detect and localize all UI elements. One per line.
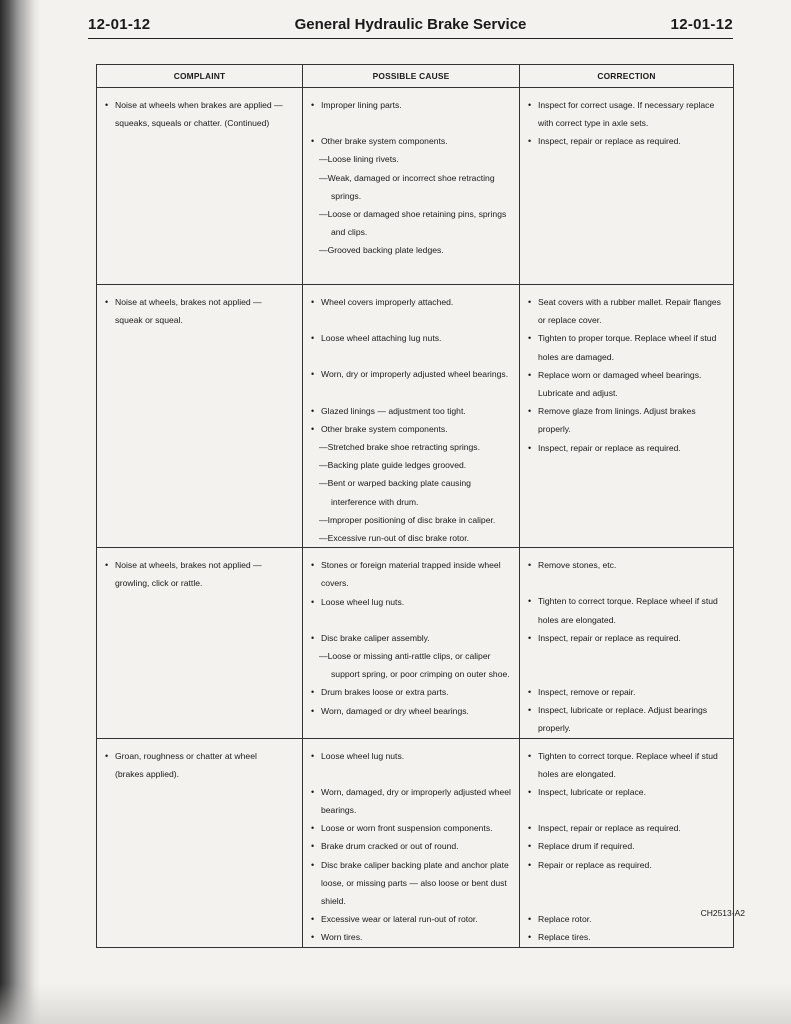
page-title: General Hydraulic Brake Service: [294, 16, 527, 33]
complaint-line: • Noise at wheels, brakes not applied —: [115, 297, 262, 307]
cause-item: • Disc brake caliper backing plate and anchor plate loose, or missing parts — also loose or bent dust shield.: [309, 856, 513, 911]
correction-item: • Replace rotor.: [526, 910, 727, 928]
cause-item: • Drum brakes loose or extra parts.: [309, 683, 513, 701]
cause-subitem: — Stretched brake shoe retracting springs.: [309, 438, 513, 456]
table-row: [97, 738, 734, 947]
binding-shadow: [0, 0, 40, 1024]
cause-item: • Worn tires.: [309, 928, 513, 946]
cause-item: • Loose or worn front suspension components.: [309, 819, 513, 837]
table-row: [97, 88, 734, 285]
correction-item: • Replace worn or damaged wheel bearings. Lubricate and adjust.: [526, 366, 727, 402]
correction-item: • Replace tires.: [526, 928, 727, 946]
cause-item: • Loose wheel lug nuts.: [309, 747, 513, 765]
correction-cell: [520, 88, 734, 285]
correction-item: • Remove stones, etc.: [526, 556, 727, 574]
cause-subitem: — Loose lining rivets.: [309, 150, 513, 168]
cause-item: • Wheel covers improperly attached.: [309, 293, 513, 311]
correction-cell: [520, 548, 734, 738]
correction-item: • Inspect, repair or replace as required.: [526, 439, 727, 457]
page-header: [88, 14, 733, 39]
complaint-line: squeak or squeal.: [115, 315, 183, 326]
complaint-line: squeaks, squeals or chatter. (Continued): [115, 118, 270, 129]
cause-item: • Other brake system components.: [309, 420, 513, 438]
cause-item: • Loose wheel attaching lug nuts.: [309, 329, 513, 347]
correction-item: • Inspect, repair or replace as required.: [526, 629, 727, 647]
cause-item: • Glazed linings — adjustment too tight.: [309, 402, 513, 420]
correction-item: • Inspect, remove or repair.: [526, 683, 727, 701]
cause-item: • Loose wheel lug nuts.: [309, 593, 513, 611]
page-bottom-shade: [0, 984, 791, 1024]
complaint-text: [103, 96, 296, 132]
complaint-cell: [97, 738, 303, 947]
cause-subitem: — Bent or warped backing plate causing interference with drum.: [309, 474, 513, 510]
correction-item: • Inspect, repair or replace as required.: [526, 819, 727, 837]
complaint-line: growling, click or rattle.: [115, 578, 203, 589]
complaint-text: [103, 747, 296, 783]
correction-item: • Inspect, lubricate or replace.: [526, 783, 727, 801]
complaint-text: [103, 293, 296, 329]
page-number-left: 12-01-12: [88, 16, 151, 33]
cause-item: • Brake drum cracked or out of round.: [309, 837, 513, 855]
correction-item: • Tighten to proper torque. Replace wheel if stud holes are damaged.: [526, 329, 727, 365]
cause-subitem: — Excessive run-out of disc brake rotor.: [309, 529, 513, 547]
column-header-possible-cause: POSSIBLE CAUSE: [303, 65, 520, 88]
correction-item: • Repair or replace as required.: [526, 856, 727, 874]
cause-item: • Other brake system components.: [309, 132, 513, 150]
complaint-cell: [97, 88, 303, 285]
cause-cell: [303, 738, 520, 947]
cause-subitem: — Loose or missing anti-rattle clips, or caliper support spring, or poor crimping on outer shoe.: [309, 647, 513, 683]
cause-subitem: — Weak, damaged or incorrect shoe retracting springs.: [309, 169, 513, 205]
cause-subitem: — Loose or damaged shoe retaining pins, springs and clips.: [309, 205, 513, 241]
complaint-line: (brakes applied).: [115, 768, 180, 779]
table-row: [97, 285, 734, 548]
cause-item: • Worn, damaged, dry or improperly adjusted wheel bearings.: [309, 783, 513, 819]
cause-cell: [303, 88, 520, 285]
complaint-line: • Noise at wheels, brakes not applied —: [115, 560, 262, 571]
cause-subitem: — Backing plate guide ledges grooved.: [309, 456, 513, 474]
complaint-line: • Noise at wheels when brakes are applied —: [115, 100, 283, 110]
cause-cell: [303, 285, 520, 548]
table-header-row: [97, 65, 734, 88]
complaint-cell: [97, 285, 303, 548]
correction-cell: [520, 285, 734, 548]
cause-item: • Excessive wear or lateral run-out of rotor.: [309, 910, 513, 928]
correction-item: • Inspect for correct usage. If necessary replace with correct type in axle sets.: [526, 96, 727, 132]
cause-item: • Stones or foreign material trapped inside wheel covers.: [309, 556, 513, 592]
correction-item: • Tighten to correct torque. Replace wheel if stud holes are elongated.: [526, 747, 727, 783]
complaint-line: • Groan, roughness or chatter at wheel: [115, 750, 257, 761]
cause-item: • Worn, damaged or dry wheel bearings.: [309, 702, 513, 720]
cause-item: • Worn, dry or improperly adjusted wheel bearings.: [309, 365, 513, 383]
correction-item: • Seat covers with a rubber mallet. Repair flanges or replace cover.: [526, 293, 727, 329]
page-number-right: 12-01-12: [670, 16, 733, 33]
column-header-complaint: COMPLAINT: [97, 65, 303, 88]
table-row: [97, 548, 734, 738]
diagnosis-table: [96, 64, 734, 948]
correction-item: • Inspect, lubricate or replace. Adjust bearings properly.: [526, 701, 727, 737]
correction-item: • Tighten to correct torque. Replace wheel if stud holes are elongated.: [526, 592, 727, 628]
cause-cell: [303, 548, 520, 738]
correction-item: • Remove glaze from linings. Adjust brakes properly.: [526, 402, 727, 438]
cause-subitem: — Improper positioning of disc brake in caliper.: [309, 511, 513, 529]
cause-item: • Disc brake caliper assembly.: [309, 629, 513, 647]
complaint-cell: [97, 548, 303, 738]
cause-subitem: — Grooved backing plate ledges.: [309, 241, 513, 259]
column-header-correction: CORRECTION: [520, 65, 734, 88]
figure-code: CH2513-A2: [700, 908, 745, 918]
correction-item: • Replace drum if required.: [526, 837, 727, 855]
cause-item: • Improper lining parts.: [309, 96, 513, 114]
complaint-text: [103, 556, 296, 592]
correction-item: • Inspect, repair or replace as required.: [526, 132, 727, 150]
